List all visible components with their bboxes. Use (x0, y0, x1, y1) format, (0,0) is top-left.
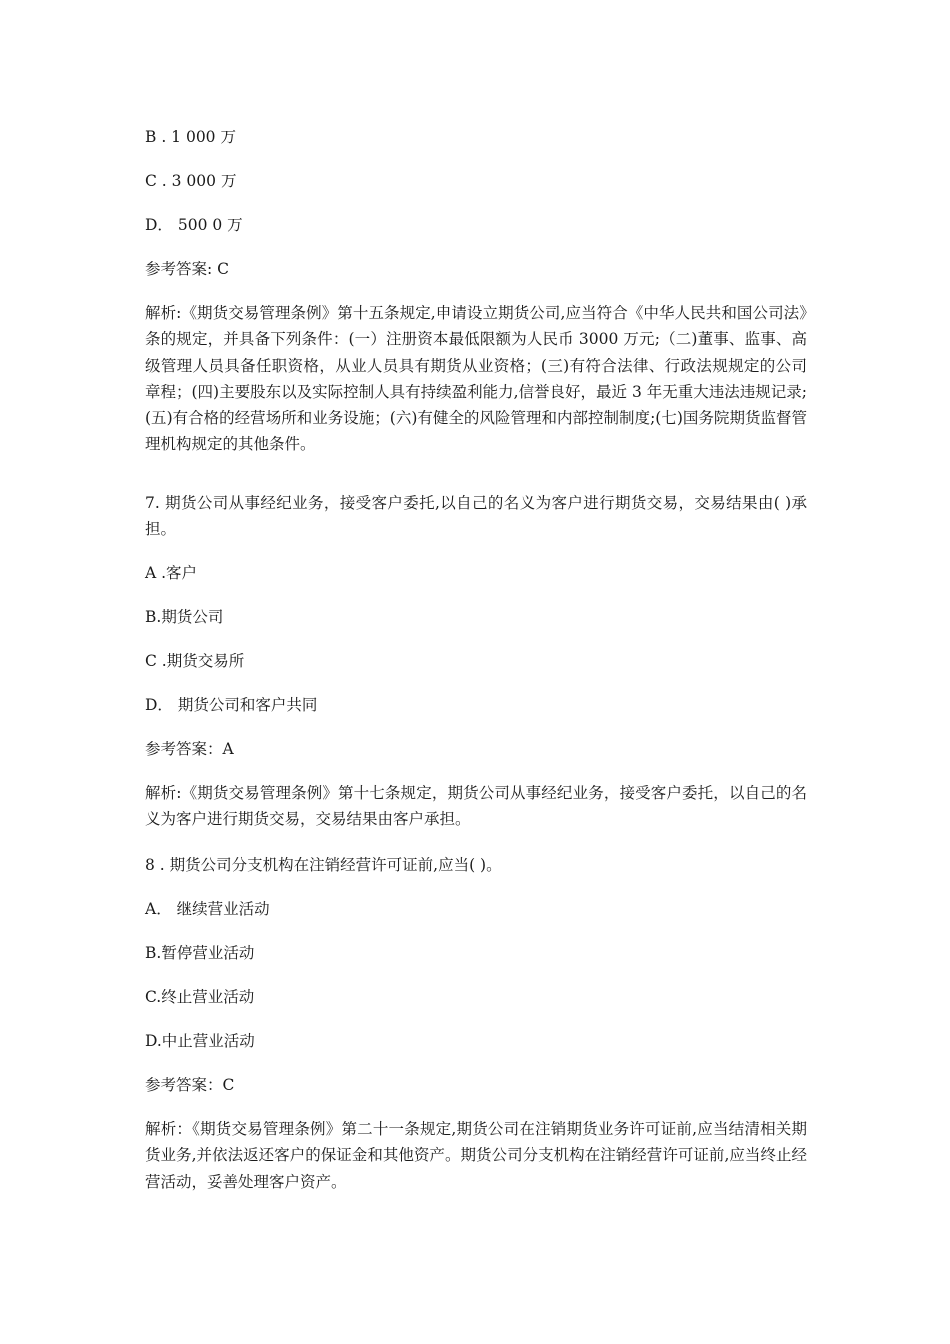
q6-option-b: B . 1 000 万 (145, 128, 236, 146)
q8-question: 8 . 期货公司分支机构在注销经营许可证前,应当( )。 (145, 856, 502, 874)
q7-option-b: B.期货公司 (145, 608, 224, 626)
q7-question: 7. 期货公司从事经纪业务，接受客户委托,以自己的名义为客户进行期货交易，交易结果由( )承担。 (145, 494, 807, 539)
q7-option-c: C .期货交易所 (145, 652, 245, 670)
q8-option-d: D.中止营业活动 (145, 1032, 255, 1050)
q6-analysis: 解析:《期货交易管理条例》第十五条规定,申请设立期货公司,应当符合《中华人民共和国公司法》条的规定，并具备下列条件：(一）注册资本最低限额为人民币 3000 万元;（二)董事、监事、高级管理人员具备任职资格，从业人员具有期货从业资格；(三)有符合法律、行政法规规定的公司章程；(四)主要股东以及实际控制人具有持续盈利能力,信誉良好，最近 3 年无重大违法违规记录;(五)有合格的经营场所和业务设施；(六)有健全的风险管理和内部控制制度;(七)国务院期货监督管理机构规定的其他条件。 (145, 304, 807, 454)
q7-analysis: 解析:《期货交易管理条例》第十七条规定，期货公司从事经纪业务，接受客户委托，以自己的名义为客户进行期货交易，交易结果由客户承担。 (145, 784, 807, 829)
q8-answer: 参考答案：C (145, 1076, 235, 1094)
q8-option-c: C.终止营业活动 (145, 988, 255, 1006)
q8-option-a: A． 继续营业活动 (145, 900, 270, 918)
q6-answer: 参考答案: C (145, 260, 230, 278)
q7-answer: 参考答案：A (145, 740, 234, 758)
q7-option-a: A .客户 (145, 564, 198, 582)
q6-option-d: D． 500 0 万 (145, 216, 243, 234)
q7-option-d: D． 期货公司和客户共同 (145, 696, 318, 714)
q8-analysis: 解析：《期货交易管理条例》第二十一条规定,期货公司在注销期货业务许可证前,应当结清相关期货业务,并依法返还客户的保证金和其他资产。期货公司分支机构在注销经营许可证前,应当终止经营活动，妥善处理客户资产。 (145, 1120, 807, 1191)
q6-option-c: C . 3 000 万 (145, 172, 237, 190)
q8-option-b: B.暂停营业活动 (145, 944, 255, 962)
